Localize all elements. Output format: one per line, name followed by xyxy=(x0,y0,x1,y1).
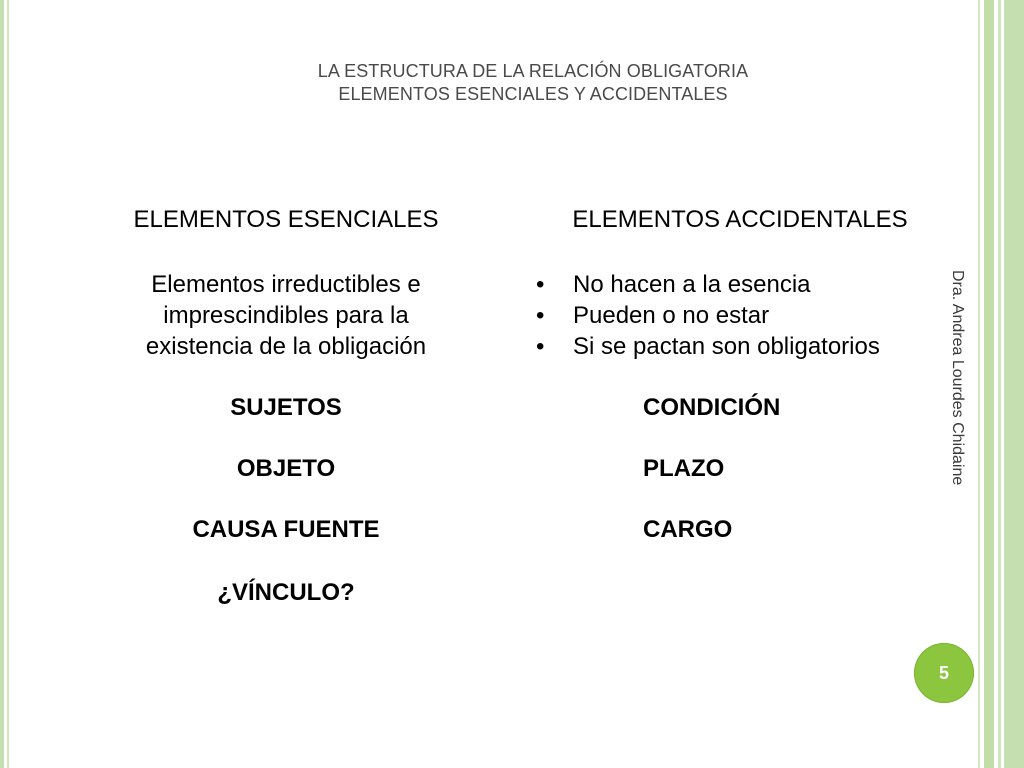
page-number: 5 xyxy=(938,662,949,683)
description-line: imprescindibles para la xyxy=(163,302,409,329)
bullet-text: Si se pactan son obligatorios xyxy=(573,333,880,360)
right-band-stripe xyxy=(978,0,980,768)
right-band-stripe xyxy=(998,0,1001,768)
essential-item-objeto: OBJETO xyxy=(236,455,336,482)
author-credit xyxy=(948,270,972,500)
author-name: Dra. Andrea Lourdes Chidaine xyxy=(949,270,966,486)
bullet-item xyxy=(536,300,880,331)
accidental-item-plazo: PLAZO xyxy=(643,455,725,482)
description-line: existencia de la obligación xyxy=(145,333,427,360)
bullet-dot-icon: • xyxy=(536,271,545,298)
essential-item-vinculo: ¿VÍNCULO? xyxy=(217,579,355,606)
bullet-dot-icon: • xyxy=(536,302,545,329)
essential-item-causa-fuente: CAUSA FUENTE xyxy=(192,516,380,543)
left-border-stripe xyxy=(7,0,9,768)
accidental-item-condicion: CONDICIÓN xyxy=(643,394,781,421)
right-band-stripe xyxy=(984,0,994,768)
page-number-badge xyxy=(914,643,974,703)
accidental-elements-bullet-list xyxy=(536,269,880,362)
left-border-stripe xyxy=(0,0,4,768)
essential-item-sujetos: SUJETOS xyxy=(230,394,342,421)
bullet-dot-icon: • xyxy=(536,333,545,360)
right-decorative-band xyxy=(978,0,1024,768)
bullet-text: Pueden o no estar xyxy=(573,302,770,329)
bullet-item xyxy=(536,331,880,362)
slide-title-line-2: ELEMENTOS ESENCIALES Y ACCIDENTALES xyxy=(338,84,728,104)
accidental-elements-heading: ELEMENTOS ACCIDENTALES xyxy=(572,206,908,233)
bullet-text: No hacen a la esencia xyxy=(573,271,811,298)
left-decorative-border xyxy=(0,0,12,768)
essential-elements-description xyxy=(100,269,472,362)
essential-elements-heading: ELEMENTOS ESENCIALES xyxy=(133,206,439,233)
bullet-item xyxy=(536,269,880,300)
description-line: Elementos irreductibles e xyxy=(151,271,421,298)
right-band-stripe xyxy=(1004,0,1024,768)
accidental-item-cargo: CARGO xyxy=(643,516,733,543)
slide-title-line-1: LA ESTRUCTURA DE LA RELACIÓN OBLIGATORIA xyxy=(317,61,749,81)
